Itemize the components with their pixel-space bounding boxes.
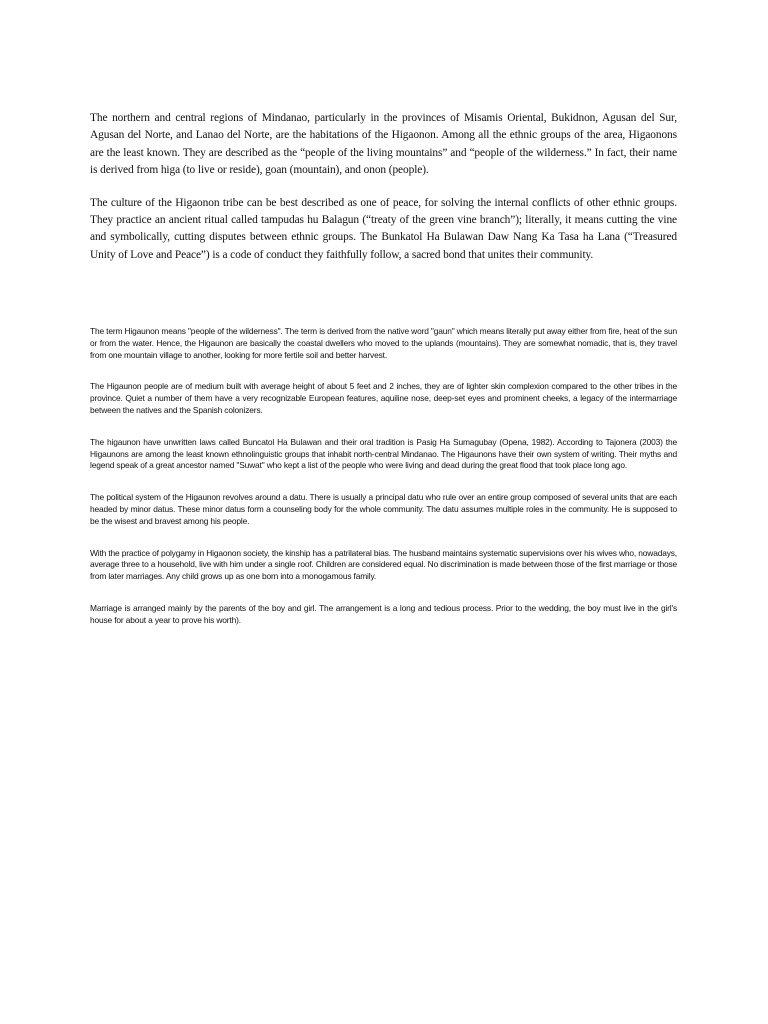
- details-paragraph-5: With the practice of polygamy in Higaonon society, the kinship has a patrilateral bias. The husband maintains systematic supervisions over his wives who, nowadays, average three to a household, live with him under a single roof. Children are considered equal. No discrimination is made between those of the first marriage or those from later marriages. Any child grows up as one born into a monogamous family.: [90, 547, 677, 582]
- details-paragraph-4: The political system of the Higaunon revolves around a datu. There is usually a principal datu who rule over an entire group composed of several units that are each headed by minor datus. These minor datus form a counseling body for the whole community. The datu assumes multiple roles in the community. He is supposed to be the wisest and bravest among his people.: [90, 492, 677, 526]
- details-section: [90, 326, 677, 647]
- details-paragraph-6: Marriage is arranged mainly by the parents of the boy and girl. The arrangement is a long and tedious process. Prior to the wedding, the boy must live in the girl's house for about a year to prove his worth).: [90, 602, 677, 625]
- intro-section: [90, 110, 677, 279]
- details-paragraph-2: The Higaunon people are of medium built with average height of about 5 feet and 2 inches, they are of lighter skin complexion compared to the other tribes in the province. Quiet a number of them have a very recognizable European features, aquiline nose, deep-set eyes and prominent cheeks, a legacy of the intermarriage between the natives and the Spanish colonizers.: [90, 381, 677, 415]
- intro-paragraph-2: The culture of the Higaonon tribe can be best described as one of peace, for solving the internal conflicts of other ethnic groups. They practice an ancient ritual called tampudas hu Balagun (“treaty of the green vine branch”); literally, it means cutting the vine and symbolically, cutting disputes between ethnic groups. The Bunkatol Ha Bulawan Daw Nang Ka Tasa ha Lana (“Treasured Unity of Love and Peace”) is a code of conduct they faithfully follow, a sacred bond that unites their community.: [90, 196, 677, 261]
- intro-paragraph-1: The northern and central regions of Mindanao, particularly in the provinces of Misamis Oriental, Bukidnon, Agusan del Sur, Agusan del Norte, and Lanao del Norte, are the habitations of the Higaonon. Among all the ethnic groups of the area, Higaonons are the least known. They are described as the “people of the living mountains” and “people of the wilderness.” In fact, their name is derived from higa (to live or reside), goan (mountain), and onon (people).: [90, 112, 677, 177]
- details-paragraph-1: The term Higaunon means "people of the wilderness". The term is derived from the native word "gaun" which means literally put away either from fire, heat of the sun or from the water. Hence, the Higaunon are basically the coastal dwellers who moved to the uplands (mountains). They are somewhat nomadic, that is, they travel from one mountain village to another, looking for more fertile soil and better harvest.: [90, 326, 677, 360]
- details-paragraph-3: The higaunon have unwritten laws called Buncatol Ha Bulawan and their oral tradition is Pasig Ha Sumagubay (Opena, 1982). According to Tajonera (2003) the Higaunons are among the least known ethnolinguistic groups that inhabit north-central Mindanao. The Higaunons have their own system of writing. Their myths and legend speak of a great ancestor named "Suwat" who kept a list of the people who were living and dead during the great flood that took place long ago.: [90, 436, 677, 471]
